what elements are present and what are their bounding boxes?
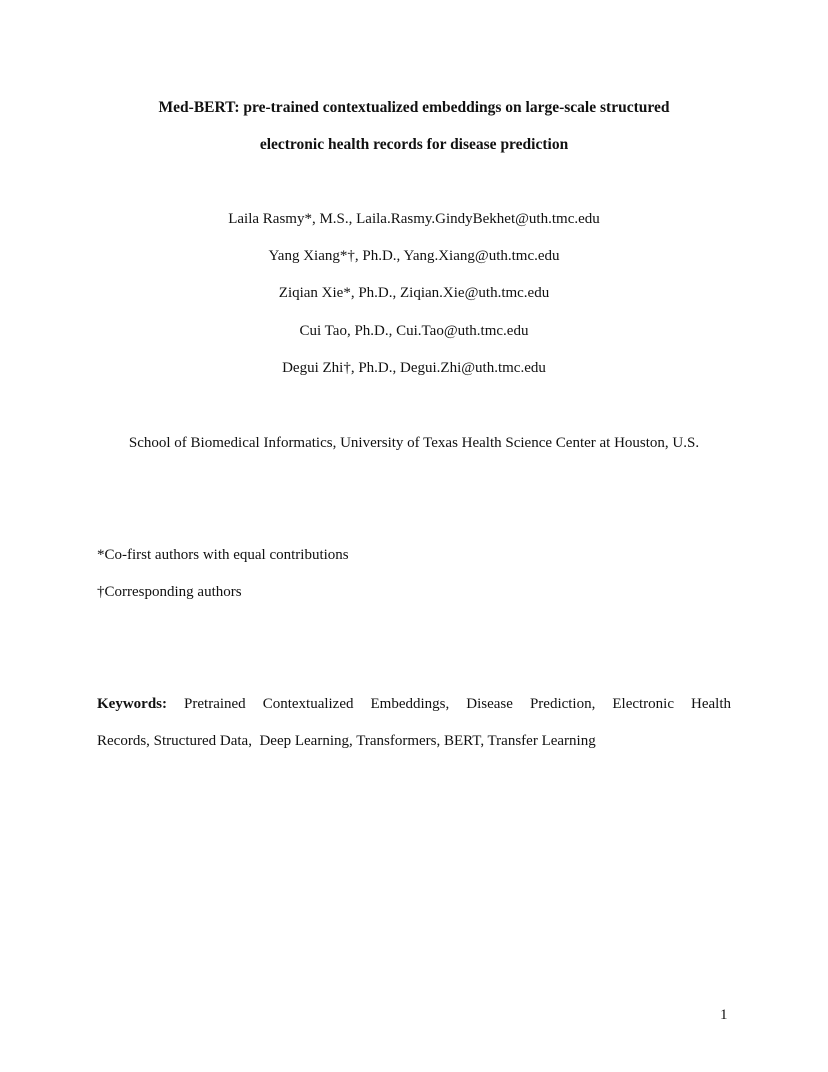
affiliation: School of Biomedical Informatics, University of Texas Health Science Center at Houston, U.S.: [128, 435, 700, 451]
keywords-line-1: [97, 696, 731, 713]
author-line: Cui Tao, Ph.D., Cui.Tao@uth.tmc.edu: [299, 323, 529, 339]
author-line: Degui Zhi†, Ph.D., Degui.Zhi@uth.tmc.edu: [282, 360, 546, 376]
paper-title-line-2: electronic health records for disease prediction: [259, 136, 569, 153]
corresponding-authors-note: †Corresponding authors: [97, 584, 242, 600]
keywords-line-2: Records, Structured Data, Deep Learning, Transformers, BERT, Transfer Learning: [97, 733, 596, 749]
author-line: Yang Xiang*†, Ph.D., Yang.Xiang@uth.tmc.edu: [268, 248, 560, 264]
author-line: Ziqian Xie*, Ph.D., Ziqian.Xie@uth.tmc.edu: [278, 285, 550, 301]
keywords-label: Keywords:: [97, 696, 167, 712]
author-line: Laila Rasmy*, M.S., Laila.Rasmy.GindyBekhet@uth.tmc.edu: [228, 211, 600, 227]
keywords-text-1: Pretrained Contextualized Embeddings, Disease Prediction, Electronic Health: [184, 696, 732, 712]
co-first-authors-note: *Co-first authors with equal contributions: [97, 547, 349, 563]
paper-title-line-1: Med-BERT: pre-trained contextualized embeddings on large-scale structured: [158, 99, 670, 116]
page-number: 1: [720, 1007, 728, 1023]
